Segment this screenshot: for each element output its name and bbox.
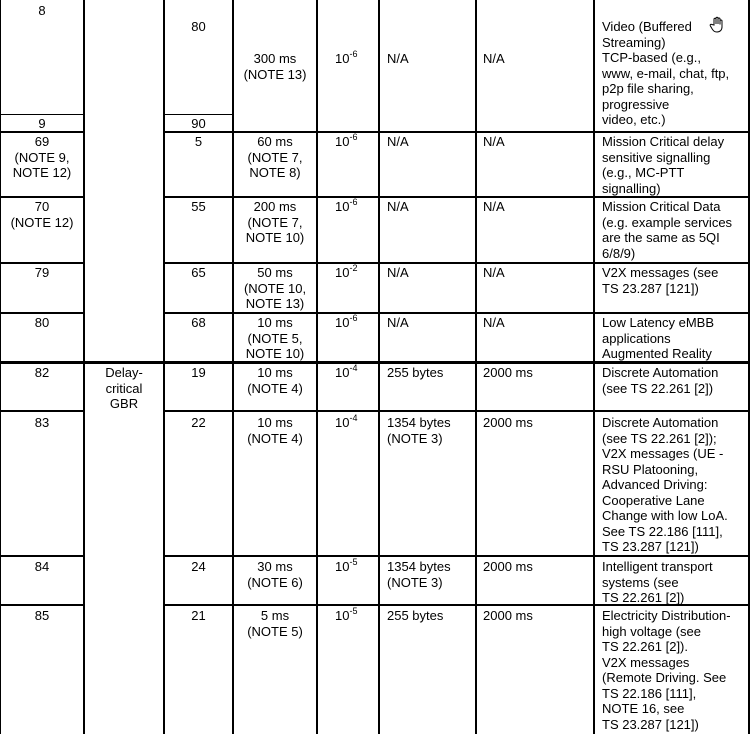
grid-line (0, 410, 85, 412)
pdb-cell: 10 ms (NOTE 4) (247, 365, 303, 396)
grid-line (163, 410, 750, 412)
burst-cell: N/A (387, 51, 409, 66)
burst-cell: N/A (387, 315, 409, 330)
priority-cell: 68 (191, 315, 206, 330)
window-cell: 2000 ms (483, 608, 533, 623)
priority-cell: 90 (191, 116, 206, 131)
grid-line (0, 196, 85, 198)
per-cell: $10^{-5}$ (335, 605, 358, 623)
qi-cell: 79 (34, 265, 50, 280)
grid-line (163, 555, 750, 557)
burst-cell: 255 bytes (387, 608, 444, 623)
burst-cell: N/A (387, 199, 409, 214)
priority-cell: 5 (194, 134, 203, 149)
priority-cell: 21 (191, 608, 206, 623)
burst-cell: 1354 bytes (NOTE 3) (387, 559, 451, 590)
services-cell: Electricity Distribution- high voltage (see TS 22.261 [2]). V2X messages (Remote Driving. See TS 22.186 [111], NOTE 16, see TS 23.287 [121]) (602, 608, 731, 732)
priority-cell: 65 (191, 265, 206, 280)
grid-line (163, 196, 750, 198)
qi-cell: 69 (NOTE 9, NOTE 12) (12, 134, 72, 180)
pdb-cell: 300 ms (NOTE 13) (243, 51, 307, 82)
per-cell: $10^{-6}$ (335, 131, 358, 149)
services-cell: Intelligent transport systems (see TS 22.261 [2]) (602, 559, 713, 605)
burst-cell: N/A (387, 265, 409, 280)
qi-cell: 9 (38, 116, 46, 131)
services-cell: Discrete Automation (see TS 22.261 [2]) (602, 365, 719, 396)
per-cell: $10^{-5}$ (335, 556, 358, 574)
pdb-cell: 50 ms (NOTE 10, NOTE 13) (243, 265, 307, 311)
window-cell: 2000 ms (483, 415, 533, 430)
services-cell: Low Latency eMBB applications Augmented Reality (602, 315, 715, 361)
grid-line (0, 555, 85, 557)
priority-cell: 55 (191, 199, 206, 214)
window-cell: N/A (483, 134, 505, 149)
burst-cell: N/A (387, 134, 409, 149)
window-cell: N/A (483, 265, 505, 280)
per-cell: $10^{-6}$ (335, 48, 358, 66)
grid-line (0, 262, 85, 264)
per-cell: $10^{-2}$ (335, 262, 358, 280)
per-cell: $10^{-4}$ (335, 362, 358, 380)
per-cell: $10^{-6}$ (335, 196, 358, 214)
priority-cell: 24 (191, 559, 206, 574)
grid-line (316, 0, 318, 734)
grid-line (163, 312, 750, 314)
priority-cell: 80 (191, 19, 206, 34)
grid-line (475, 0, 477, 734)
grid-line (163, 131, 750, 133)
qi-cell: 70 (NOTE 12) (10, 199, 74, 230)
qi-cell: 82 (34, 365, 50, 380)
window-cell: N/A (483, 315, 505, 330)
grid-line (378, 0, 380, 734)
pdb-cell: 10 ms (NOTE 5, NOTE 10) (245, 315, 305, 361)
window-cell: N/A (483, 51, 505, 66)
services-cell: Mission Critical delay sensitive signalling (e.g., MC-PTT signalling) (602, 134, 725, 196)
grid-line (163, 262, 750, 264)
grid-line (163, 114, 234, 115)
priority-cell: 22 (191, 415, 206, 430)
grid-line (0, 114, 85, 115)
window-cell: 2000 ms (483, 559, 533, 574)
pdb-cell: 30 ms (NOTE 6) (247, 559, 303, 590)
qi-cell: 85 (34, 608, 50, 623)
burst-cell: 255 bytes (387, 365, 444, 380)
grid-line (0, 604, 85, 606)
hand-pointer-icon (708, 16, 726, 34)
pdb-cell: 200 ms (NOTE 7, NOTE 10) (245, 199, 305, 245)
qi-cell: 84 (34, 559, 50, 574)
qi-cell: 83 (34, 415, 50, 430)
qi-cell: 8 (38, 3, 46, 18)
services-cell: Video (Buffered Streaming) TCP-based (e.g., www, e-mail, chat, ftp, p2p file sharing, progressive video, etc.) (602, 19, 730, 127)
resource-type-cell: Delay- critical GBR (105, 365, 143, 411)
per-cell: $10^{-4}$ (335, 412, 358, 430)
window-cell: 2000 ms (483, 365, 533, 380)
qi-cell: 80 (34, 315, 50, 330)
pdb-cell: 5 ms (NOTE 5) (247, 608, 303, 639)
priority-cell: 19 (191, 365, 206, 380)
pdb-cell: 10 ms (NOTE 4) (247, 415, 303, 446)
grid-line (0, 312, 85, 314)
pdb-cell: 60 ms (NOTE 7, NOTE 8) (247, 134, 303, 180)
burst-cell: 1354 bytes (NOTE 3) (387, 415, 451, 446)
services-cell: Mission Critical Data (e.g. example services are the same as 5QI 6/8/9) (602, 199, 733, 261)
services-cell: V2X messages (see TS 23.287 [121]) (602, 265, 719, 296)
services-cell: Discrete Automation (see TS 22.261 [2]); V2X messages (UE - RSU Platooning, Advanced Driving: Cooperative Lane Change with low LoA. See TS 22.186 [111], TS 23.287 [121]) (602, 415, 728, 554)
grid-line (593, 0, 595, 734)
window-cell: N/A (483, 199, 505, 214)
per-cell: $10^{-6}$ (335, 312, 358, 330)
